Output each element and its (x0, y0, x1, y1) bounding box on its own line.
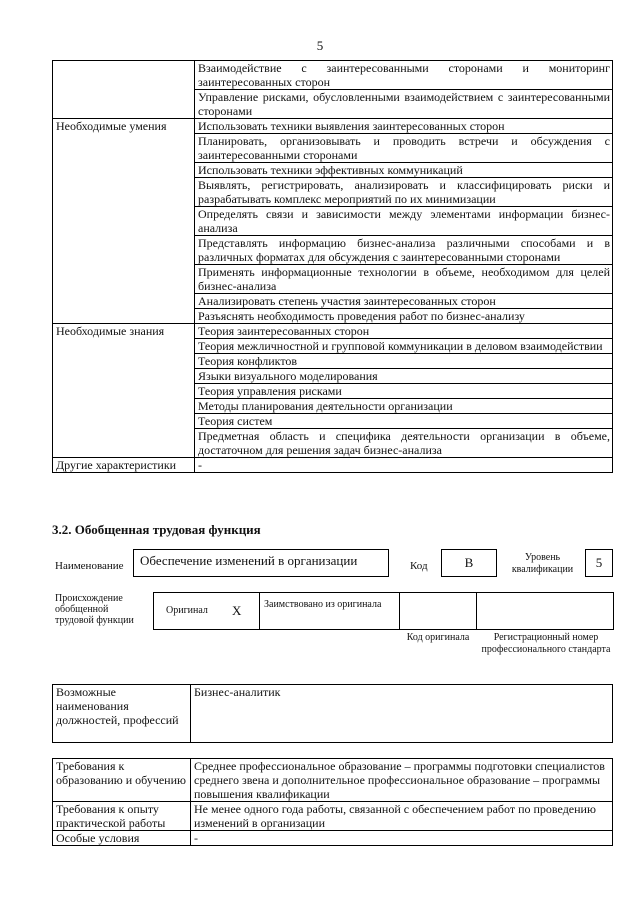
table-row: Управление рисками, обусловленными взаимодействием с заинтересованными сторонами (195, 90, 613, 119)
skill-item: Применять информационные технологии в объеме, необходимом для целей бизнес-анализа (195, 265, 613, 294)
level-value: 5 (585, 549, 613, 577)
other-label: Другие характеристики (53, 458, 195, 473)
original-mark: X (232, 603, 242, 618)
knowledge-item: Теория управления рисками (195, 384, 613, 399)
skill-item: Представлять информацию бизнес-анализа различными способами и в различных форматах для обсуждения с заинтересованными сторонами (195, 236, 613, 265)
skill-item: Планировать, организовывать и проводить встречи и обсуждения с заинтересованными сторонами (195, 134, 613, 163)
skill-item: Использовать техники эффективных коммуникаций (195, 163, 613, 178)
skill-item: Определять связи и зависимости между элементами информации бизнес-анализа (195, 207, 613, 236)
knowledge-item: Теория заинтересованных сторон (195, 324, 613, 339)
name-value: Обеспечение изменений в организации (133, 549, 389, 577)
skills-label: Необходимые умения (53, 119, 195, 324)
page-number: 5 (316, 38, 324, 53)
skill-item: Выявлять, регистрировать, анализировать и классифицировать риски и разрабатывать комплекс мероприятий по их минимизации (195, 178, 613, 207)
divider (399, 592, 400, 630)
requirement-value: - (191, 831, 613, 846)
code-origin-caption: Код оригинала (406, 632, 470, 643)
borrowed-label: Заимствовано из оригинала (264, 599, 382, 610)
divider (476, 592, 477, 630)
positions-value: Бизнес-аналитик (191, 685, 613, 743)
knowledge-item: Методы планирования деятельности организации (195, 399, 613, 414)
knowledge-item: Теория систем (195, 414, 613, 429)
divider (259, 592, 260, 630)
skill-item: Анализировать степень участия заинтересованных сторон (195, 294, 613, 309)
positions-label: Возможные наименования должностей, профессий (53, 685, 191, 743)
skill-item: Разъяснять необходимость проведения работ по бизнес-анализу (195, 309, 613, 324)
origin-box (153, 592, 614, 630)
section-title: 3.2. Обобщенная трудовая функция (52, 522, 261, 537)
knowledge-item: Предметная область и специфика деятельности организации в объеме, достаточном для решения задач бизнес-анализа (195, 429, 613, 458)
skill-item: Использовать техники выявления заинтересованных сторон (195, 119, 613, 134)
name-label: Наименование (55, 560, 124, 572)
table-row: Взаимодействие с заинтересованными сторонами и мониторинг заинтересованных сторон (195, 61, 613, 90)
positions-table (52, 684, 613, 743)
code-label: Код (410, 560, 428, 572)
other-value: - (195, 458, 613, 473)
requirement-value: Среднее профессиональное образование – программы подготовки специалистов среднего звена и дополнительное профессиональное образование – программы повышения квалификации (191, 759, 613, 802)
requirement-value: Не менее одного года работы, связанной с обеспечением работ по проведению изменений в организации (191, 802, 613, 831)
origin-label: Происхождение обобщенной трудовой функции (55, 593, 134, 626)
requirement-label: Особые условия (53, 831, 191, 846)
reg-number-caption: Регистрационный номер профессионального стандарта (481, 632, 611, 655)
original-label: Оригинал (166, 605, 208, 616)
continuation-label-cell (53, 61, 195, 119)
knowledge-item: Теория межличностной и групповой коммуникации в деловом взаимодействии (195, 339, 613, 354)
requirement-label: Требования к образованию и обучению (53, 759, 191, 802)
requirements-table (52, 758, 613, 846)
knowledge-label: Необходимые знания (53, 324, 195, 458)
knowledge-item: Теория конфликтов (195, 354, 613, 369)
requirement-label: Требования к опыту практической работы (53, 802, 191, 831)
knowledge-item: Языки визуального моделирования (195, 369, 613, 384)
level-label: Уровень квалификации (511, 552, 574, 575)
skills-knowledge-table (52, 60, 613, 473)
code-value: B (441, 549, 497, 577)
